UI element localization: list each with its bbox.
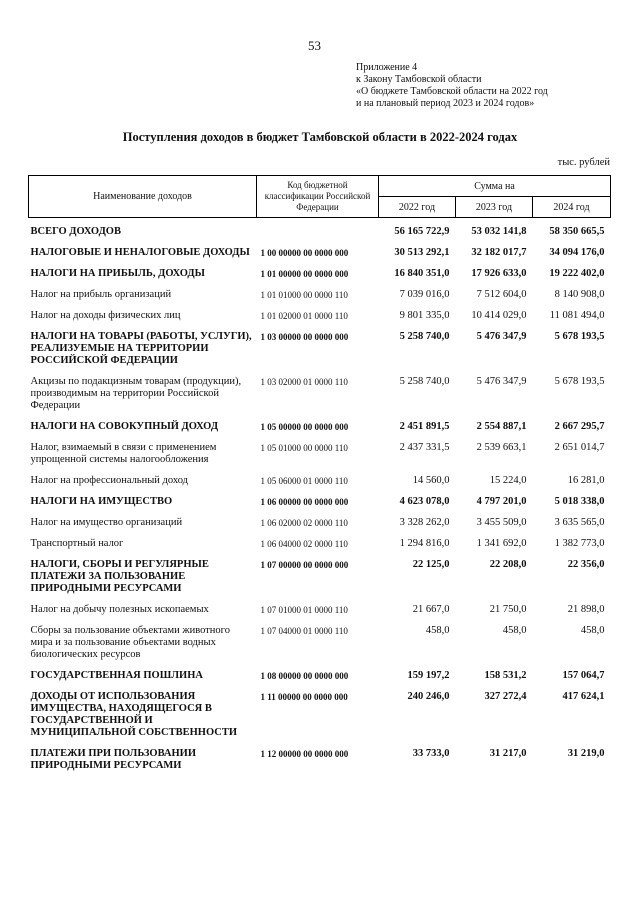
header-name: Наименование доходов <box>29 176 257 218</box>
row-value-2022: 458,0 <box>425 625 450 636</box>
row-value-2023: 15 224,0 <box>489 475 527 486</box>
row-code <box>257 218 379 242</box>
row-code: 1 03 00000 00 0000 000 <box>260 332 349 342</box>
page-number: 53 <box>308 38 321 53</box>
table-row <box>29 742 611 775</box>
row-value-2022: 14 560,0 <box>412 475 450 486</box>
row-code: 1 08 00000 00 0000 000 <box>260 671 349 681</box>
row-code: 1 07 04000 01 0000 110 <box>260 626 348 636</box>
row-value-2024: 2 651 014,7 <box>554 442 605 453</box>
header-year-2023: 2023 год <box>456 197 533 218</box>
row-name: НАЛОГОВЫЕ И НЕНАЛОГОВЫЕ ДОХОДЫ <box>30 247 250 258</box>
row-value-2023: 3 455 509,0 <box>476 517 527 528</box>
row-value-2022: 16 840 351,0 <box>394 268 450 279</box>
revenue-table <box>28 175 611 775</box>
row-name: Налог, взимаемый в связи с применением упрощенной системы налогообложения <box>30 442 217 465</box>
row-value-2024: 22 356,0 <box>567 559 605 570</box>
table-row <box>29 553 611 598</box>
row-code: 1 12 00000 00 0000 000 <box>260 749 349 759</box>
table-row <box>29 325 611 370</box>
row-value-2022: 22 125,0 <box>412 559 450 570</box>
row-value-2023: 32 182 017,7 <box>471 247 527 258</box>
row-value-2024: 1 382 773,0 <box>554 538 605 549</box>
table-row <box>29 685 611 742</box>
row-value-2022: 3 328 262,0 <box>399 517 450 528</box>
table-row <box>29 532 611 553</box>
header-code: Код бюджетной классификации Российской Федерации <box>257 176 379 218</box>
row-code: 1 11 00000 00 0000 000 <box>260 692 348 702</box>
row-value-2022: 33 733,0 <box>412 748 450 759</box>
row-value-2024: 19 222 402,0 <box>549 268 605 279</box>
row-value-2024: 5 678 193,5 <box>554 376 605 387</box>
row-name: Налог на доходы физических лиц <box>30 310 181 321</box>
row-value-2024: 21 898,0 <box>567 604 605 615</box>
row-value-2024: 34 094 176,0 <box>549 247 605 258</box>
row-value-2023: 2 554 887,1 <box>476 421 527 432</box>
row-code: 1 05 06000 01 0000 110 <box>260 476 348 486</box>
row-value-2024: 16 281,0 <box>567 475 605 486</box>
row-value-2023: 458,0 <box>502 625 527 636</box>
row-value-2023: 5 476 347,9 <box>476 376 527 387</box>
row-name: НАЛОГИ НА СОВОКУПНЫЙ ДОХОД <box>30 421 219 432</box>
table-row <box>29 283 611 304</box>
row-code: 1 03 02000 01 0000 110 <box>260 377 348 387</box>
row-value-2023: 4 797 201,0 <box>476 496 527 507</box>
row-value-2022: 240 246,0 <box>407 691 450 702</box>
row-code: 1 05 01000 00 0000 110 <box>260 443 348 453</box>
row-name: НАЛОГИ НА ИМУЩЕСТВО <box>30 496 173 507</box>
row-value-2023: 31 217,0 <box>489 748 527 759</box>
row-code: 1 01 01000 00 0000 110 <box>260 290 348 300</box>
row-value-2023: 1 341 692,0 <box>476 538 527 549</box>
row-value-2024: 5 018 338,0 <box>554 496 605 507</box>
row-value-2023: 158 531,2 <box>484 670 527 681</box>
row-code: 1 05 00000 00 0000 000 <box>260 422 349 432</box>
row-name: НАЛОГИ НА ПРИБЫЛЬ, ДОХОДЫ <box>30 268 205 279</box>
row-name: НАЛОГИ НА ТОВАРЫ (РАБОТЫ, УСЛУГИ), РЕАЛИЗУЕМЫЕ НА ТЕРРИТОРИИ РОССИЙСКОЙ ФЕДЕРАЦИИ <box>30 331 252 366</box>
row-value-2022: 56 165 722,9 <box>394 226 450 237</box>
appendix-line: к Закону Тамбовской области <box>356 74 482 85</box>
row-value-2022: 7 039 016,0 <box>399 289 450 300</box>
row-code: 1 07 00000 00 0000 000 <box>260 560 349 570</box>
row-code: 1 00 00000 00 0000 000 <box>260 248 349 258</box>
document-title: Поступления доходов в бюджет Тамбовской области в 2022-2024 годах <box>122 130 518 144</box>
row-value-2023: 7 512 604,0 <box>476 289 527 300</box>
row-value-2022: 4 623 078,0 <box>399 496 450 507</box>
row-name: ДОХОДЫ ОТ ИСПОЛЬЗОВАНИЯ ИМУЩЕСТВА, НАХОДЯЩЕГОСЯ В ГОСУДАРСТВЕННОЙ И МУНИЦИПАЛЬНОЙ СОБСТВЕННОСТИ <box>30 691 238 738</box>
appendix-note <box>356 62 548 110</box>
row-value-2024: 2 667 295,7 <box>554 421 605 432</box>
row-value-2024: 58 350 665,5 <box>549 226 605 237</box>
row-value-2024: 31 219,0 <box>567 748 605 759</box>
table-row <box>29 490 611 511</box>
row-value-2022: 159 197,2 <box>407 670 450 681</box>
row-value-2023: 22 208,0 <box>489 559 527 570</box>
table-row <box>29 304 611 325</box>
row-code: 1 01 02000 01 0000 110 <box>260 311 348 321</box>
row-name: Акцизы по подакцизным товарам (продукции), производимым на территории Российской Федерации <box>30 376 242 411</box>
row-code: 1 06 04000 02 0000 110 <box>260 539 348 549</box>
row-value-2022: 2 451 891,5 <box>399 421 450 432</box>
header-year-2024: 2024 год <box>533 197 611 218</box>
row-name: Налог на имущество организаций <box>30 517 183 528</box>
row-value-2024: 8 140 908,0 <box>554 289 605 300</box>
row-name: Сборы за пользование объектами животного мира и за пользование объектами водных биологических ресурсов <box>30 625 230 660</box>
row-value-2024: 11 081 494,0 <box>549 310 605 321</box>
table-row <box>29 469 611 490</box>
row-name: Налог на прибыль организаций <box>30 289 172 300</box>
row-value-2023: 53 032 141,8 <box>471 226 527 237</box>
appendix-line: Приложение 4 <box>356 62 418 73</box>
row-name: Транспортный налог <box>30 538 124 549</box>
appendix-line: «О бюджете Тамбовской области на 2022 год <box>356 86 548 97</box>
row-code: 1 01 00000 00 0000 000 <box>260 269 349 279</box>
row-code: 1 06 00000 00 0000 000 <box>260 497 349 507</box>
row-value-2024: 5 678 193,5 <box>554 331 605 342</box>
row-code: 1 06 02000 02 0000 110 <box>260 518 348 528</box>
row-name: ПЛАТЕЖИ ПРИ ПОЛЬЗОВАНИИ ПРИРОДНЫМИ РЕСУРСАМИ <box>30 748 197 771</box>
table-row <box>29 436 611 469</box>
table-row <box>29 619 611 664</box>
row-code: 1 07 01000 01 0000 110 <box>260 605 348 615</box>
row-name: Налог на профессиональный доход <box>30 475 188 486</box>
row-value-2023: 10 414 029,0 <box>471 310 527 321</box>
table-row <box>29 664 611 685</box>
row-value-2023: 17 926 633,0 <box>471 268 527 279</box>
table-row <box>29 598 611 619</box>
row-name: ВСЕГО ДОХОДОВ <box>30 226 121 237</box>
row-name: НАЛОГИ, СБОРЫ И РЕГУЛЯРНЫЕ ПЛАТЕЖИ ЗА ПОЛЬЗОВАНИЕ ПРИРОДНЫМИ РЕСУРСАМИ <box>30 559 209 594</box>
row-value-2022: 21 667,0 <box>412 604 450 615</box>
table-row <box>29 415 611 436</box>
header-year-2022: 2022 год <box>379 197 456 218</box>
appendix-line: и на плановый период 2023 и 2024 годов» <box>356 98 535 109</box>
table-row <box>29 241 611 262</box>
row-value-2023: 2 539 663,1 <box>476 442 527 453</box>
row-value-2024: 458,0 <box>580 625 605 636</box>
units-label: тыс. рублей <box>557 157 610 168</box>
row-name: ГОСУДАРСТВЕННАЯ ПОШЛИНА <box>30 670 203 681</box>
row-value-2023: 5 476 347,9 <box>476 331 527 342</box>
row-value-2022: 2 437 331,5 <box>399 442 450 453</box>
row-value-2024: 3 635 565,0 <box>554 517 605 528</box>
table-row <box>29 370 611 415</box>
table-row <box>29 218 611 242</box>
row-value-2023: 327 272,4 <box>484 691 527 702</box>
row-value-2022: 5 258 740,0 <box>399 376 450 387</box>
row-value-2024: 157 064,7 <box>562 670 605 681</box>
row-value-2022: 9 801 335,0 <box>399 310 450 321</box>
row-value-2022: 5 258 740,0 <box>399 331 450 342</box>
table-row <box>29 262 611 283</box>
table-body <box>29 218 611 776</box>
header-sum: Сумма на <box>379 176 611 197</box>
table-row <box>29 511 611 532</box>
row-value-2022: 1 294 816,0 <box>399 538 450 549</box>
row-value-2023: 21 750,0 <box>489 604 527 615</box>
row-name: Налог на добычу полезных ископаемых <box>30 604 209 615</box>
row-value-2024: 417 624,1 <box>562 691 605 702</box>
row-value-2022: 30 513 292,1 <box>394 247 450 258</box>
